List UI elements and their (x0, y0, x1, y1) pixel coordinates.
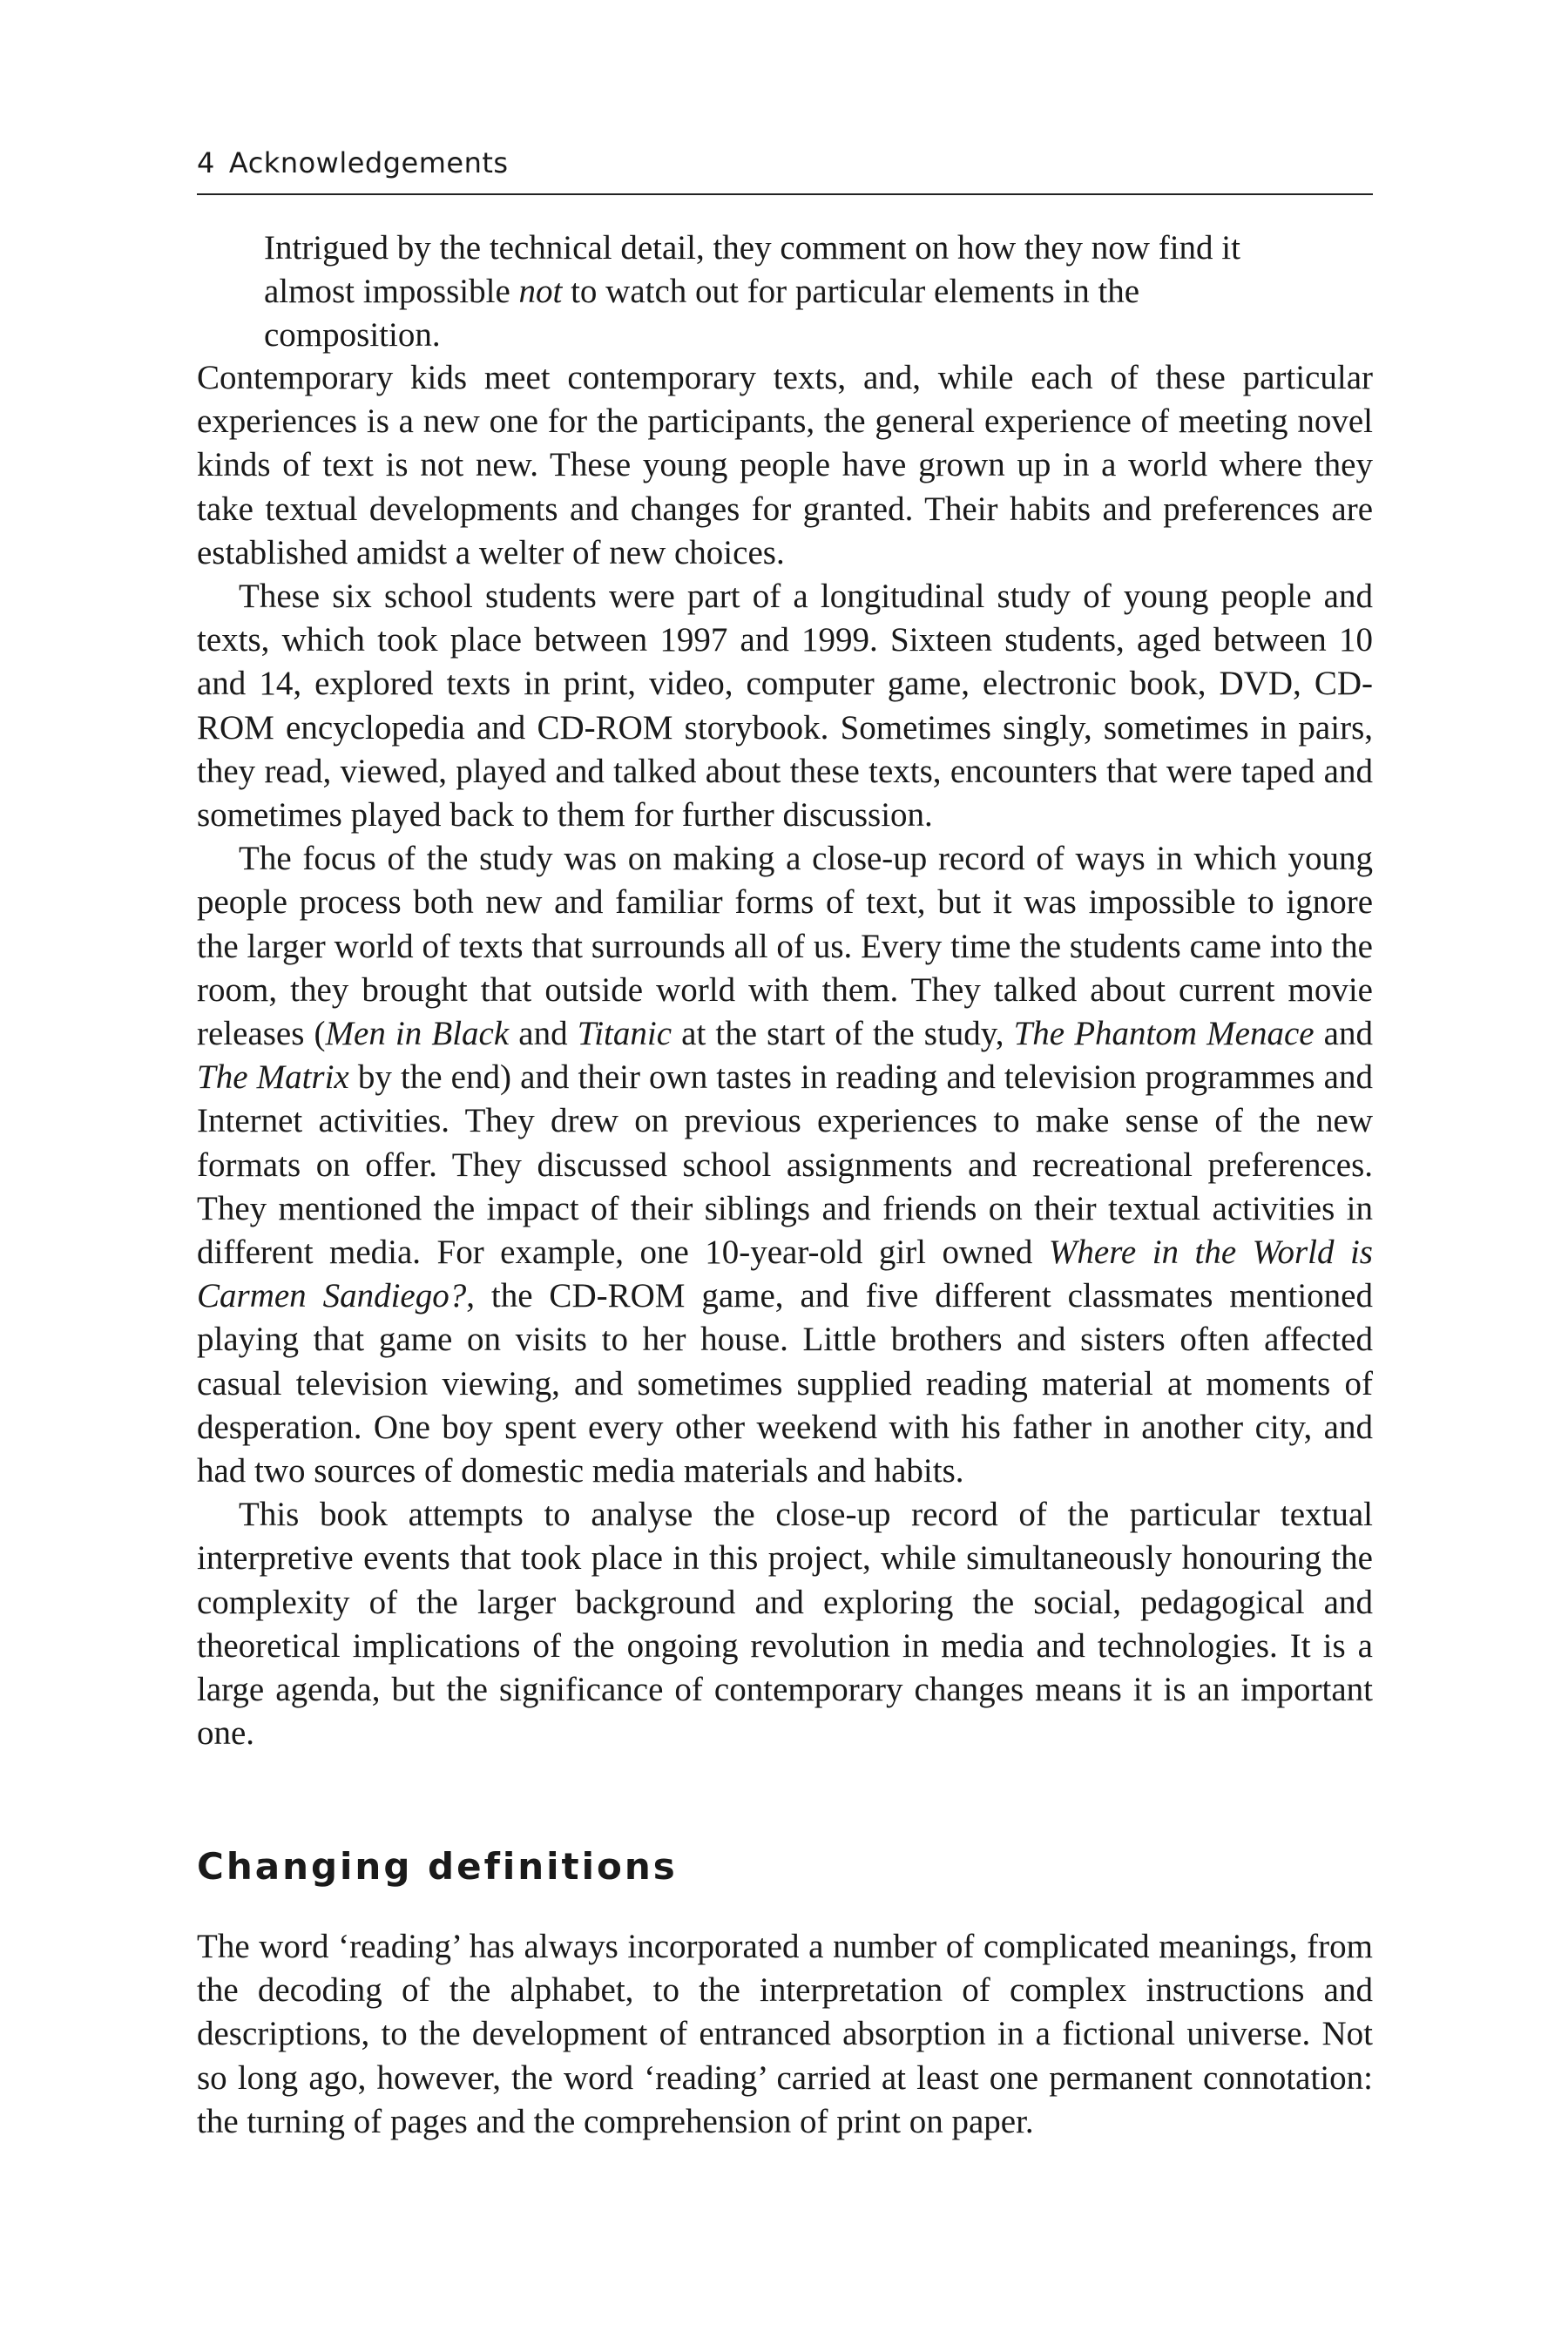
section-text (197, 1925, 1373, 2144)
movie-title: The Phantom Menace (1013, 1015, 1315, 1053)
quote-text-part1: Intrigued by the technical detail, they comment on how they now find it almost impossible (264, 229, 1240, 311)
paragraph-3-text: at the start of the study, (672, 1015, 1014, 1053)
paragraph-2: These six school students were part of a longitudinal study of young people and texts, which took place between 1997 and 1999. Sixteen students, aged between 10 and 14, explored texts in print, video, computer game, electronic book, DVD, CD-ROM encyclopedia and CD-ROM storybook. Sometimes singly, sometimes in pairs, they read, viewed, played and talked about these texts, encounters that were taped and sometimes played back to them for further discussion. (197, 578, 1373, 835)
paragraph-3-text: The focus of the study was on making a close-up record of ways in which young people process both new and familiar forms of text, but it was impossible to ignore the larger world of texts that surrounds all of us. Every time the students came into the room, they brought that outside world with them. They talked about current movie releases ( (197, 840, 1373, 1053)
paragraph-4: This book attempts to analyse the close-up record of the particular textual interpretive events that took place in this project, while simultaneously honouring the complexity of the larger background and exploring the social, pedagogical and theoretical implications of the ongoing revolution in media and technologies. It is a large agenda, but the significance of contemporary changes means it is an important one. (197, 1496, 1373, 1753)
game-title: Where in the World is Carmen Sandiego? (197, 1233, 1373, 1315)
movie-title: Men in Black (325, 1015, 510, 1053)
section-heading: Changing definitions (197, 1845, 678, 1888)
header-rule (197, 193, 1373, 195)
page-number: 4 (197, 146, 215, 179)
movie-title: The Matrix (197, 1058, 349, 1097)
main-text (197, 356, 1373, 1756)
paragraph-1: Contemporary kids meet contemporary texts, and, while each of these particular experiences is a new one for the participants, the general experience of meeting novel kinds of text is not new. These young people have grown up in a world where they take textual developments and changes for granted. Their habits and preferences are established amidst a welter of new choices. (197, 359, 1373, 571)
running-head (197, 146, 1373, 179)
paragraph-3-text: and (1314, 1015, 1373, 1053)
paragraph-3-text: , the CD-ROM game, and five different classmates mentioned playing that game on visits to her house. Little brothers and sisters often affected casual television viewing, and sometimes supplied reading material at moments of desperation. One boy spent every other weekend with his father in another city, and had two sources of domestic media materials and habits. (197, 1277, 1373, 1490)
quote-text-part2: to watch out for particular elements in the composition. (264, 273, 1140, 355)
paragraph-3-text: and (509, 1015, 578, 1053)
section-paragraph-1: The word ‘reading’ has always incorporated a number of complicated meanings, from the decoding of the alphabet, to the interpretation of complex instructions and descriptions, to the development of entranced absorption in a fictional universe. Not so long ago, however, the word ‘reading’ carried at least one permanent connotation: the turning of pages and the comprehension of print on paper. (197, 1928, 1373, 2140)
paragraph-3 (197, 837, 1373, 1493)
quote-emphasis: not (518, 273, 563, 311)
block-quote (264, 226, 1309, 358)
running-head-title: Acknowledgements (228, 146, 509, 179)
paragraph-3-text: by the end) and their own tastes in reading and television programmes and Internet activities. They drew on previous experiences to make sense of the new formats on offer. They discussed school assignments and recreational preferences. They mentioned the impact of their siblings and friends on their textual activities in different media. For example, one 10-year-old girl owned (197, 1058, 1373, 1272)
movie-title: Titanic (577, 1015, 672, 1053)
